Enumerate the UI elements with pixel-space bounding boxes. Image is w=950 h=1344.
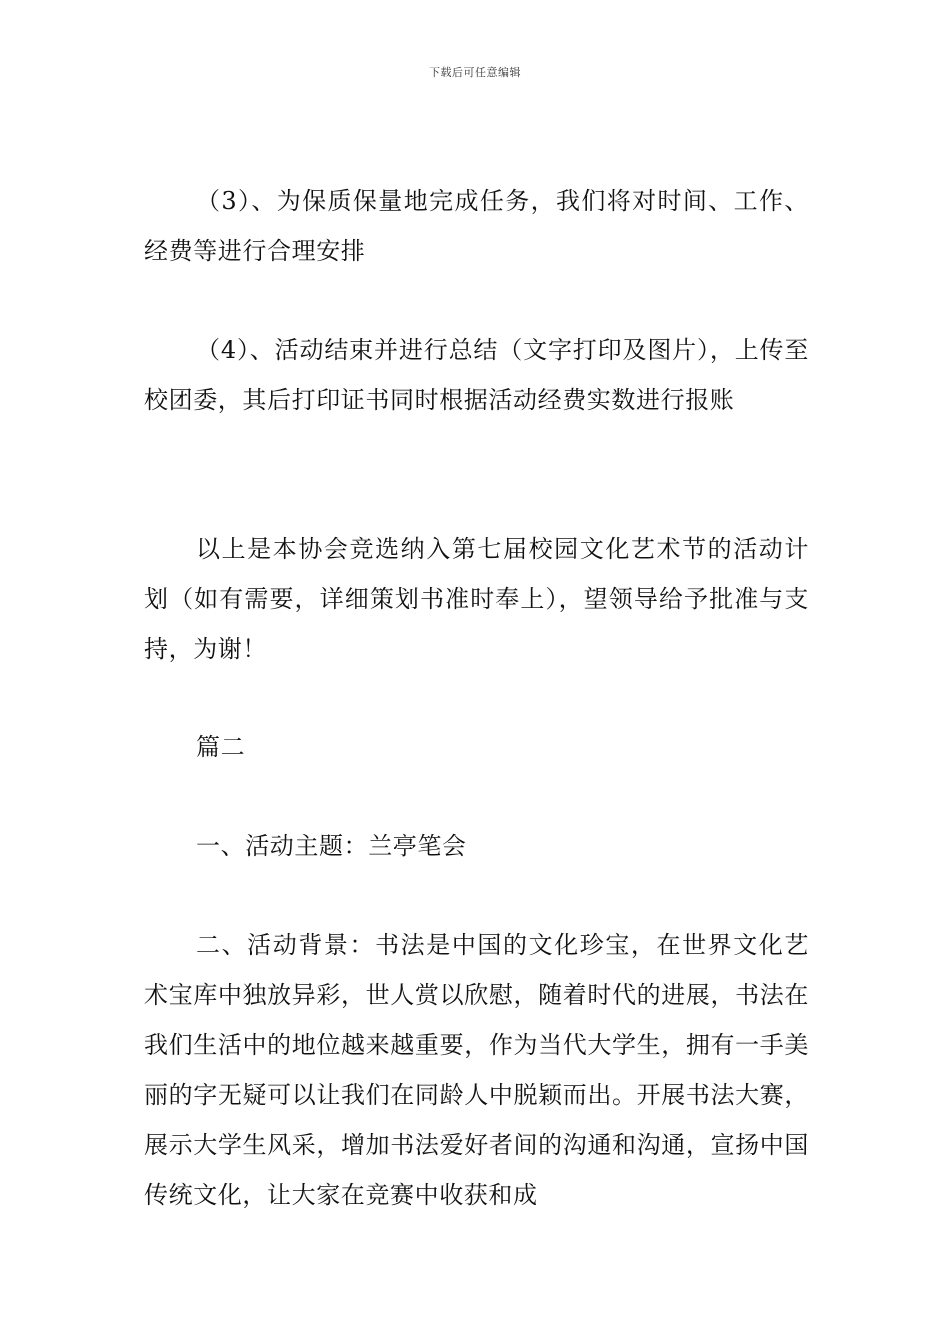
activity-background: 二、活动背景：书法是中国的文化珍宝，在世界文化艺术宝库中独放异彩，世人赏以欣慰，随着时代的进展，书法在我们生活中的地位越来越重要，作为当代大学生，拥有一手美丽的字无疑可以让我们在同龄人中脱颖而出。开展书法大赛，展示大学生风采，增加书法爱好者间的沟通和沟通，宣扬中国传统文化，让大家在竞赛中收获和成 <box>144 931 809 1209</box>
paragraph-item-3: （3）、为保质保量地完成任务，我们将对时间、工作、经费等进行合理安排 <box>144 187 809 265</box>
page-header: 下载后可任意编辑 <box>429 66 521 79</box>
activity-theme: 一、活动主题：兰亭笔会 <box>196 832 467 860</box>
section-heading-part-two: 篇二 <box>196 733 246 761</box>
paragraph-conclusion: 以上是本协会竞选纳入第七届校园文化艺术节的活动计划（如有需要，详细策划书准时奉上），望领导给予批准与支持，为谢！ <box>144 535 809 663</box>
paragraph-item-4: （4）、活动结束并进行总结（文字打印及图片），上传至校团委，其后打印证书同时根据活动经费实数进行报账 <box>144 336 809 414</box>
